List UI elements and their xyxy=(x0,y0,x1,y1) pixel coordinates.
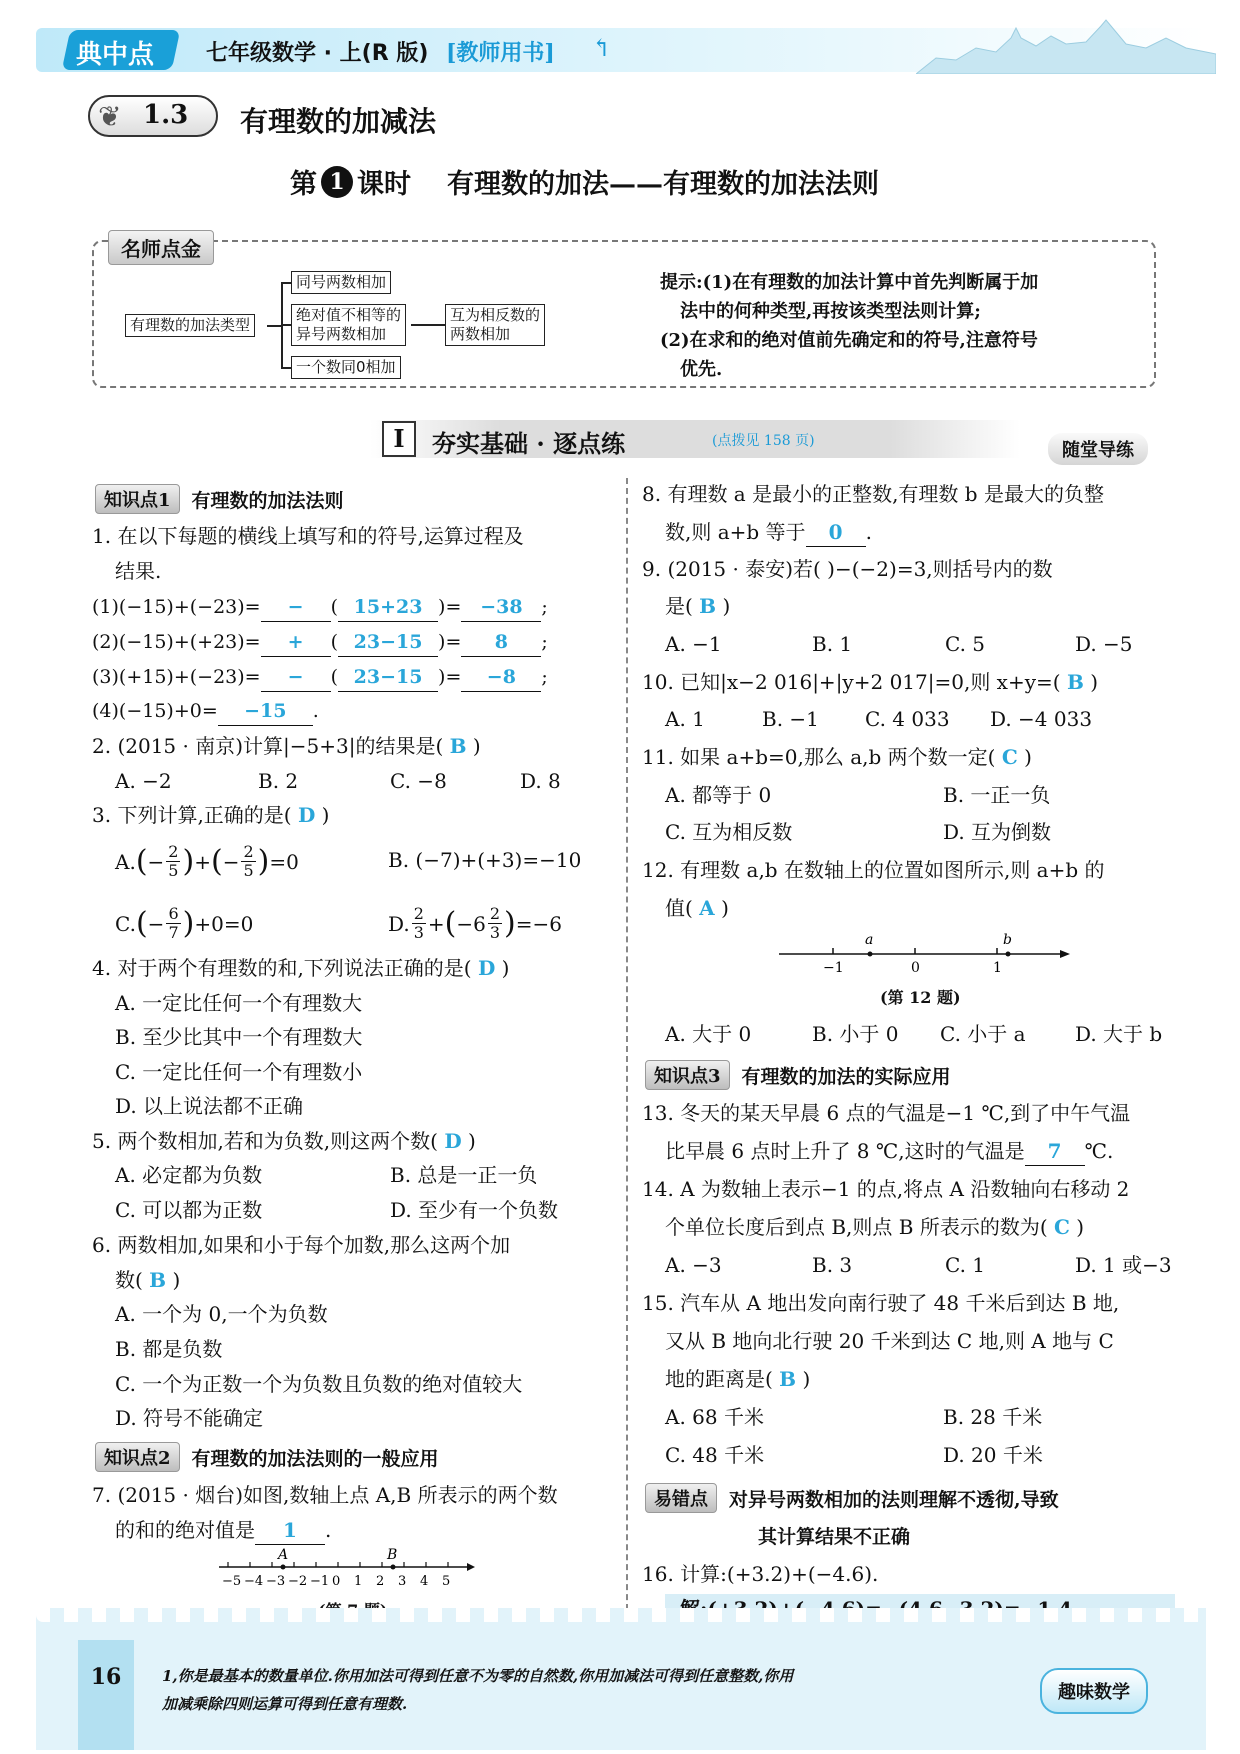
q7-tick-label: −3 xyxy=(266,1574,286,1589)
q12-b: B. 小于 0 xyxy=(812,1022,899,1046)
q8-line1: 8. 有理数 a 是最小的正整数,有理数 b 是最大的负整 xyxy=(642,482,1104,506)
q1-row3: (3)(+15)+(−23)= − ( 23−15 )= −8 ; xyxy=(92,663,548,692)
q15-a: A. 68 千米 xyxy=(665,1405,764,1429)
q13-line2: 比早晨 6 点时上升了 8 ℃,这时的气温是 7 ℃. xyxy=(665,1137,1113,1166)
q6-b: B. 都是负数 xyxy=(115,1337,223,1361)
banner-ref: (点拨见 158 页) xyxy=(712,433,815,449)
q7-tick-label: 5 xyxy=(442,1574,451,1589)
q15-line2: 又从 B 地向北行驶 20 千米到达 C 地,则 A 地与 C xyxy=(665,1329,1114,1353)
q5: 5. 两个数相加,若和为负数,则这两个数( D ) xyxy=(92,1129,476,1153)
tips-label: 名师点金 xyxy=(108,230,214,265)
tips-branch-3: 一个数同0相加 xyxy=(291,356,401,379)
q7-tick-label: 1 xyxy=(354,1574,363,1589)
q2-d: D. 8 xyxy=(520,769,561,793)
q6-line1: 6. 两数相加,如果和小于每个加数,那么这两个加 xyxy=(92,1233,511,1257)
q7-label-b: B xyxy=(387,1547,398,1563)
footer-text: 1,你是最基本的数量单位.你用加法可得到任意不为零的自然数,你用加减法可得到任意整数,你用 加减乘除四则运算可得到任意有理数. xyxy=(162,1667,794,1713)
lesson-num: 1 xyxy=(321,166,353,198)
q10-d: D. −4 033 xyxy=(990,707,1093,731)
leaf-icon: ❦ xyxy=(98,100,122,133)
q14-b: B. 3 xyxy=(812,1253,853,1277)
q4-b: B. 至少比其中一个有理数大 xyxy=(115,1025,363,1049)
q2-c: C. −8 xyxy=(390,769,447,793)
banner-title: 夯实基础 · 逐点练 xyxy=(432,429,626,458)
q9-a: A. −1 xyxy=(665,632,722,656)
kp2-heading: 知识点2 有理数的加法法则的一般应用 xyxy=(95,1442,439,1472)
q9-b: B. 1 xyxy=(812,632,853,656)
q6-c: C. 一个为正数一个为负数且负数的绝对值较大 xyxy=(115,1372,523,1396)
q9-d: D. −5 xyxy=(1075,632,1133,656)
lesson-title xyxy=(290,162,879,201)
q8-line2: 数,则 a+b 等于 0 . xyxy=(665,518,872,547)
q11-d: D. 互为倒数 xyxy=(943,820,1052,844)
q2: 2. (2015 · 南京)计算|−5+3|的结果是( B ) xyxy=(92,734,481,758)
q12-line2: 值( A ) xyxy=(665,896,729,920)
footer-badge: 趣味数学 xyxy=(1040,1668,1148,1714)
q6-a: A. 一个为 0,一个为负数 xyxy=(115,1302,328,1326)
q15-c: C. 48 千米 xyxy=(665,1443,765,1467)
q14-line1: 14. A 为数轴上表示−1 的点,将点 A 沿数轴向右移动 2 xyxy=(642,1177,1130,1201)
q7-number-line xyxy=(215,1545,475,1595)
q7-point-b xyxy=(391,1565,396,1570)
q12-tick-0: 0 xyxy=(911,960,920,976)
q9-line2: 是( B ) xyxy=(665,594,731,618)
q15-line3: 地的距离是( B ) xyxy=(665,1367,811,1391)
q12-label-b: b xyxy=(1003,932,1012,948)
q12-caption: (第 12 题) xyxy=(880,988,961,1007)
q12-point-b xyxy=(1006,952,1011,957)
q1-line1: 1. 在以下每题的横线上填写和的符号,运算过程及 xyxy=(92,524,524,548)
q4-d: D. 以上说法都不正确 xyxy=(115,1094,304,1118)
q7-tick-label: 0 xyxy=(332,1574,341,1589)
q11-a: A. 都等于 0 xyxy=(665,783,772,807)
section-title: 有理数的加减法 xyxy=(240,105,437,138)
column-divider xyxy=(626,478,628,1620)
kp1-heading: 知识点1 有理数的加法法则 xyxy=(95,484,344,514)
q7-tick-label: −2 xyxy=(288,1574,308,1589)
q7-tick-label: −5 xyxy=(222,1574,242,1589)
q1-row4: (4)(−15)+0= −15 . xyxy=(92,697,319,726)
q7-point-a xyxy=(281,1565,286,1570)
q10-b: B. −1 xyxy=(762,707,819,731)
q12-line1: 12. 有理数 a,b 在数轴上的位置如图所示,则 a+b 的 xyxy=(642,858,1105,882)
section-number: 1.3 xyxy=(143,100,189,130)
err-heading: 易错点 对异号两数相加的法则理解不透彻,导致 xyxy=(645,1483,1059,1513)
q3: 3. 下列计算,正确的是( D ) xyxy=(92,803,330,827)
q14-c: C. 1 xyxy=(945,1253,986,1277)
q2-a: A. −2 xyxy=(115,769,172,793)
q14-d: D. 1 或−3 xyxy=(1075,1253,1172,1277)
q5-a: A. 必定都为负数 xyxy=(115,1163,263,1187)
q2-b: B. 2 xyxy=(258,769,299,793)
q11-c: C. 互为相反数 xyxy=(665,820,793,844)
q6-d: D. 符号不能确定 xyxy=(115,1406,264,1430)
q7-tick-label: 2 xyxy=(376,1574,385,1589)
q3-b: B. (−7)+(+3)=−10 xyxy=(388,848,582,872)
footer-wave xyxy=(36,1608,1206,1622)
city-skyline-icon xyxy=(916,18,1216,74)
tips-root: 有理数的加法类型 xyxy=(125,314,255,337)
q13-line1: 13. 冬天的某天早晨 6 点的气温是−1 ℃,到了中午气温 xyxy=(642,1101,1131,1125)
return-arrow-icon: ↰ xyxy=(591,34,612,62)
q7-line2: 的和的绝对值是 1 . xyxy=(115,1516,331,1545)
q11: 11. 如果 a+b=0,那么 a,b 两个数一定( C ) xyxy=(642,745,1032,769)
q12-c: C. 小于 a xyxy=(940,1022,1026,1046)
q10: 10. 已知|x−2 016|+|y+2 017|=0,则 x+y=( B ) xyxy=(642,670,1099,694)
q16: 16. 计算:(+3.2)+(−4.6). xyxy=(642,1562,879,1586)
q10-a: A. 1 xyxy=(665,707,705,731)
q9-line1: 9. (2015 · 泰安)若( )−(−2)=3,则括号内的数 xyxy=(642,557,1053,581)
q12-a: A. 大于 0 xyxy=(665,1022,752,1046)
q3-c: C. ( − $\frac{6}{7}$ ) +0=0 xyxy=(115,904,254,942)
tips-branch-1: 同号两数相加 xyxy=(291,271,391,294)
q7-tick-label: 3 xyxy=(398,1574,407,1589)
q5-b: B. 总是一正一负 xyxy=(390,1163,538,1187)
q6-line2: 数( B ) xyxy=(115,1268,181,1292)
lesson-name: 有理数的加法——有理数的加法法则 xyxy=(447,169,879,200)
lesson-prefix: 第 xyxy=(290,169,317,200)
q5-c: C. 可以都为正数 xyxy=(115,1198,263,1222)
tips-branch-4: 互为相反数的 两数相加 xyxy=(445,304,545,346)
q12-tick-1: 1 xyxy=(993,960,1002,976)
q3-d: D. $\frac{2}{3}$ + ( −6 $\frac{2}{3}$ ) =−6 xyxy=(388,904,562,942)
tips-branch-2: 绝对值不相等的 异号两数相加 xyxy=(291,304,406,346)
page-number: 16 xyxy=(78,1640,134,1750)
q15-b: B. 28 千米 xyxy=(943,1405,1043,1429)
q12-point-a xyxy=(868,952,873,957)
q11-b: B. 一正一负 xyxy=(943,783,1051,807)
q15-line1: 15. 汽车从 A 地出发向南行驶了 48 千米后到达 B 地, xyxy=(642,1291,1120,1315)
q4-a: A. 一定比任何一个有理数大 xyxy=(115,991,363,1015)
q7-tick-label: −4 xyxy=(244,1574,264,1589)
q12-tick-m1: −1 xyxy=(823,960,844,976)
q1-line2: 结果. xyxy=(115,559,162,583)
q7-tick-label: 4 xyxy=(420,1574,429,1589)
q12-label-a: a xyxy=(865,932,874,948)
q9-c: C. 5 xyxy=(945,632,986,656)
q12-d: D. 大于 b xyxy=(1075,1022,1163,1046)
header-book: [教师用书] xyxy=(446,40,555,66)
q12-number-line xyxy=(775,930,1075,980)
tips-text: 提示:(1)在有理数的加法计算中首先判断属于加 法中的何种类型,再按该类型法则计算; (2)在求和的绝对值前先确定和的符号,注意符号 优先. xyxy=(660,272,1039,380)
q7-tick-label: −1 xyxy=(310,1574,330,1589)
lesson-suffix: 课时 xyxy=(357,169,411,200)
banner-num: I xyxy=(382,421,416,457)
q4: 4. 对于两个有理数的和,下列说法正确的是( D ) xyxy=(92,956,510,980)
q14-a: A. −3 xyxy=(665,1253,722,1277)
page-header xyxy=(36,28,1206,72)
q4-c: C. 一定比任何一个有理数小 xyxy=(115,1060,363,1084)
q10-c: C. 4 033 xyxy=(865,707,950,731)
logo-text: 典中点 xyxy=(76,40,155,70)
q5-d: D. 至少有一个负数 xyxy=(390,1198,559,1222)
err-line2: 其计算结果不正确 xyxy=(758,1526,911,1548)
q3-a: A. ( − $\frac{2}{5}$ ) + ( − $\frac{2}{5}$ ) =0 xyxy=(115,842,299,880)
q14-line2: 个单位长度后到点 B,则点 B 所表示的数为( C ) xyxy=(665,1215,1085,1239)
q1-row2: (2)(−15)+(+23)= + ( 23−15 )= 8 ; xyxy=(92,628,548,657)
banner-right: 随堂导练 xyxy=(1048,433,1148,465)
q7-label-a: A xyxy=(278,1547,289,1563)
q1-row1: (1)(−15)+(−23)= − ( 15+23 )= −38 ; xyxy=(92,593,548,622)
header-subject: 七年级数学 · 上(R 版) xyxy=(206,41,429,66)
q15-d: D. 20 千米 xyxy=(943,1443,1043,1467)
q7-line1: 7. (2015 · 烟台)如图,数轴上点 A,B 所表示的两个数 xyxy=(92,1483,558,1507)
kp3-heading: 知识点3 有理数的加法的实际应用 xyxy=(645,1060,951,1090)
